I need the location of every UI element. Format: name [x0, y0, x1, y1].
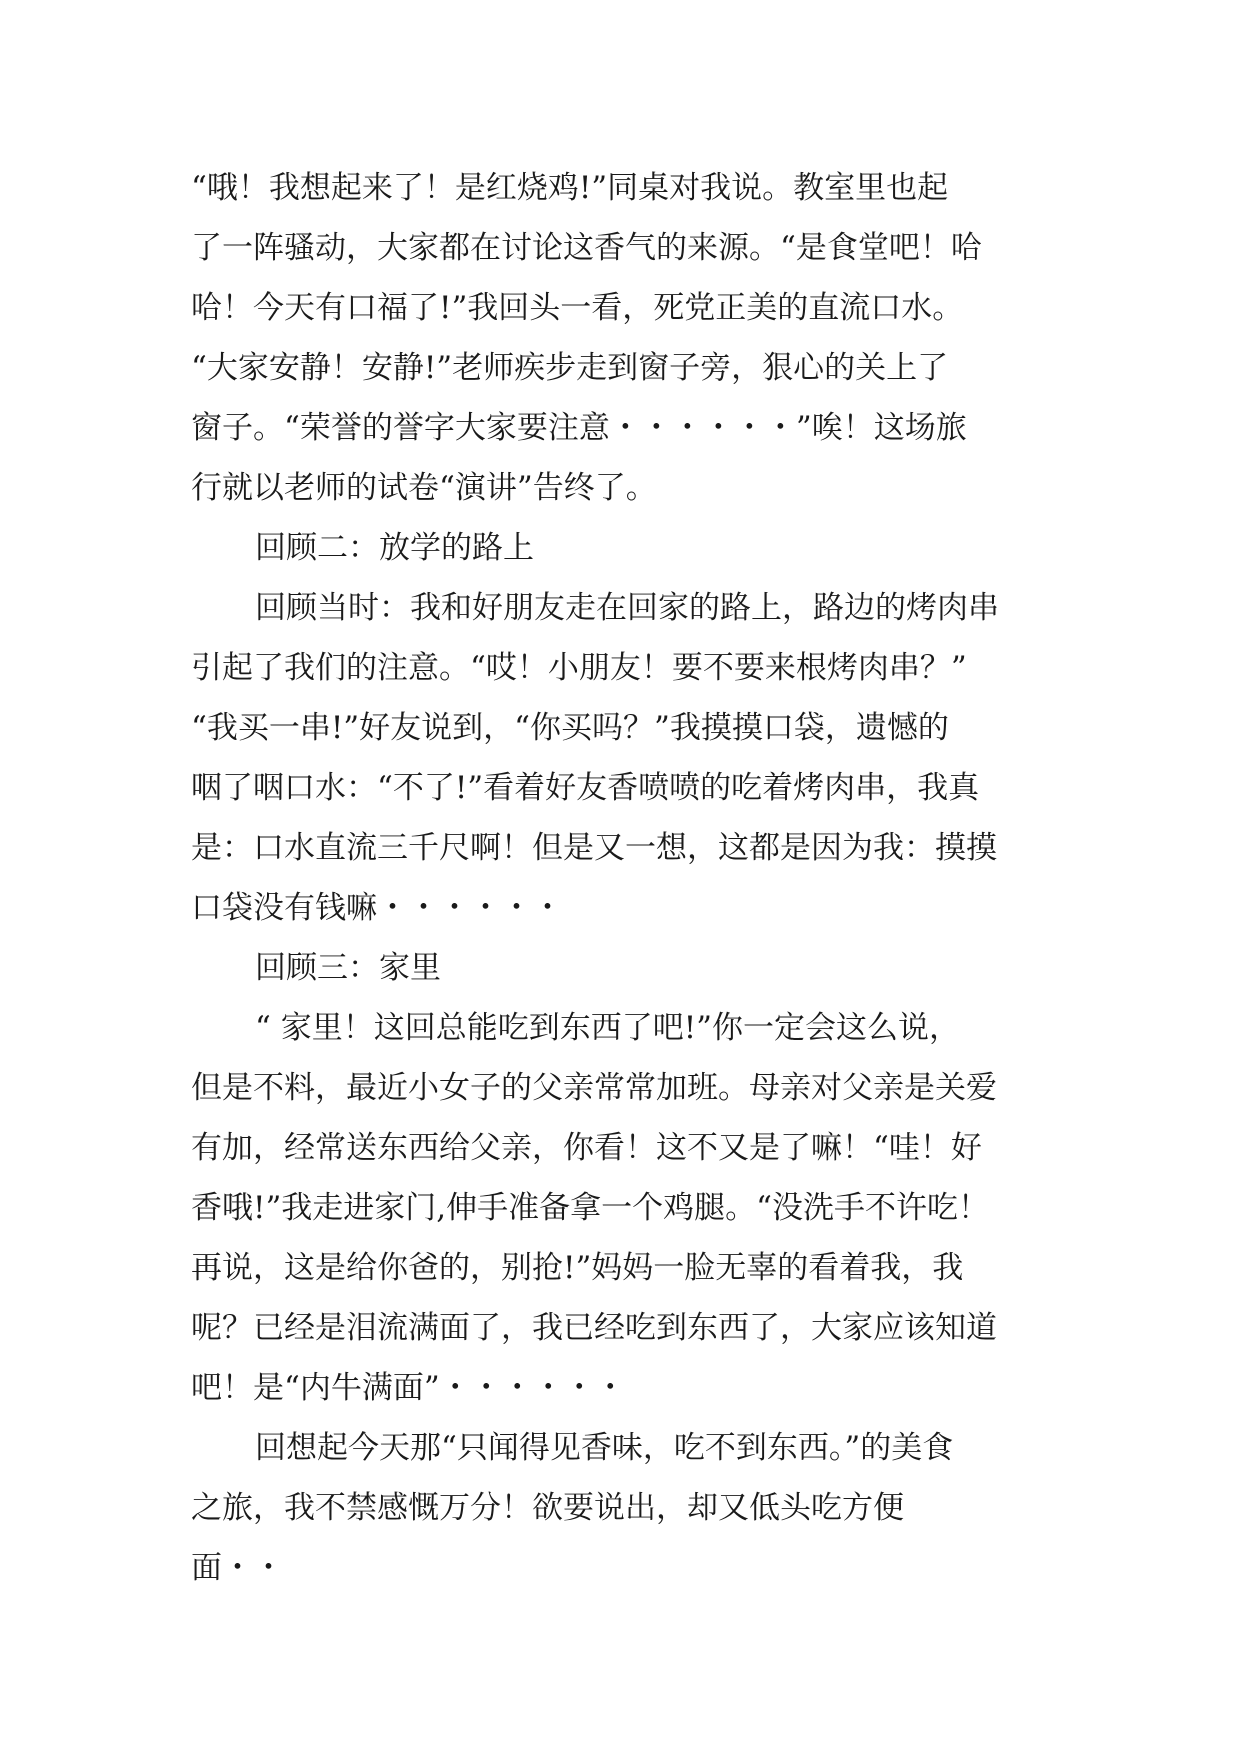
document-body — [191, 158, 1051, 1598]
text-line: 呢？已经是泪流满面了，我已经吃到东西了，大家应该知道 — [191, 1310, 997, 1346]
section-heading: 回顾三：家里 — [255, 950, 441, 986]
text-line: “ 家里！这回总能吃到东西了吧!”你一定会这么说， — [255, 1010, 961, 1046]
text-line: “哦！我想起来了！是红烧鸡!”同桌对我说。教室里也起 — [191, 170, 949, 206]
text-line: 是：口水直流三千尺啊！但是又一想，这都是因为我：摸摸 — [191, 830, 997, 866]
text-line: 有加，经常送东西给父亲，你看！这不又是了嘛！“哇！好 — [191, 1130, 982, 1166]
text-line: 引起了我们的注意。“哎！小朋友！要不要来根烤肉串？” — [191, 650, 967, 686]
text-line: 咽了咽口水：“不了!”看着好友香喷喷的吃着烤肉串，我真 — [191, 770, 980, 806]
text-line: 回想起今天那“只闻得见香味，吃不到东西。”的美食 — [255, 1430, 954, 1466]
text-line: “大家安静！安静!”老师疾步走到窗子旁，狠心的关上了 — [191, 350, 949, 386]
text-line: 之旅，我不禁感慨万分！欲要说出，却又低头吃方便 — [191, 1490, 904, 1526]
text-line: “我买一串!”好友说到，“你买吗？”我摸摸口袋，遗憾的 — [191, 710, 949, 746]
text-line: 窗子。“荣誉的誉字大家要注意・・・・・・”唉！这场旅 — [191, 410, 967, 446]
text-line: 吧！是“内牛满面”・・・・・・ — [191, 1370, 626, 1406]
text-line: 香哦!”我走进家门,伸手准备拿一个鸡腿。“没洗手不许吃！ — [191, 1190, 990, 1226]
text-line: 但是不料，最近小女子的父亲常常加班。母亲对父亲是关爱 — [191, 1070, 997, 1106]
text-line: 口袋没有钱嘛・・・・・・ — [191, 890, 563, 926]
text-line: 再说，这是给你爸的，别抢!”妈妈一脸无辜的看着我，我 — [191, 1250, 964, 1286]
text-line: 面・・ — [191, 1550, 284, 1586]
text-line: 了一阵骚动，大家都在讨论这香气的来源。“是食堂吧！哈 — [191, 230, 982, 266]
text-line: 行就以老师的试卷“演讲”告终了。 — [191, 470, 657, 506]
section-heading: 回顾二：放学的路上 — [255, 530, 534, 566]
text-line: 回顾当时：我和好朋友走在回家的路上，路边的烤肉串 — [255, 590, 999, 626]
text-line: 哈！今天有口福了!”我回头一看，死党正美的直流口水。 — [191, 290, 964, 326]
